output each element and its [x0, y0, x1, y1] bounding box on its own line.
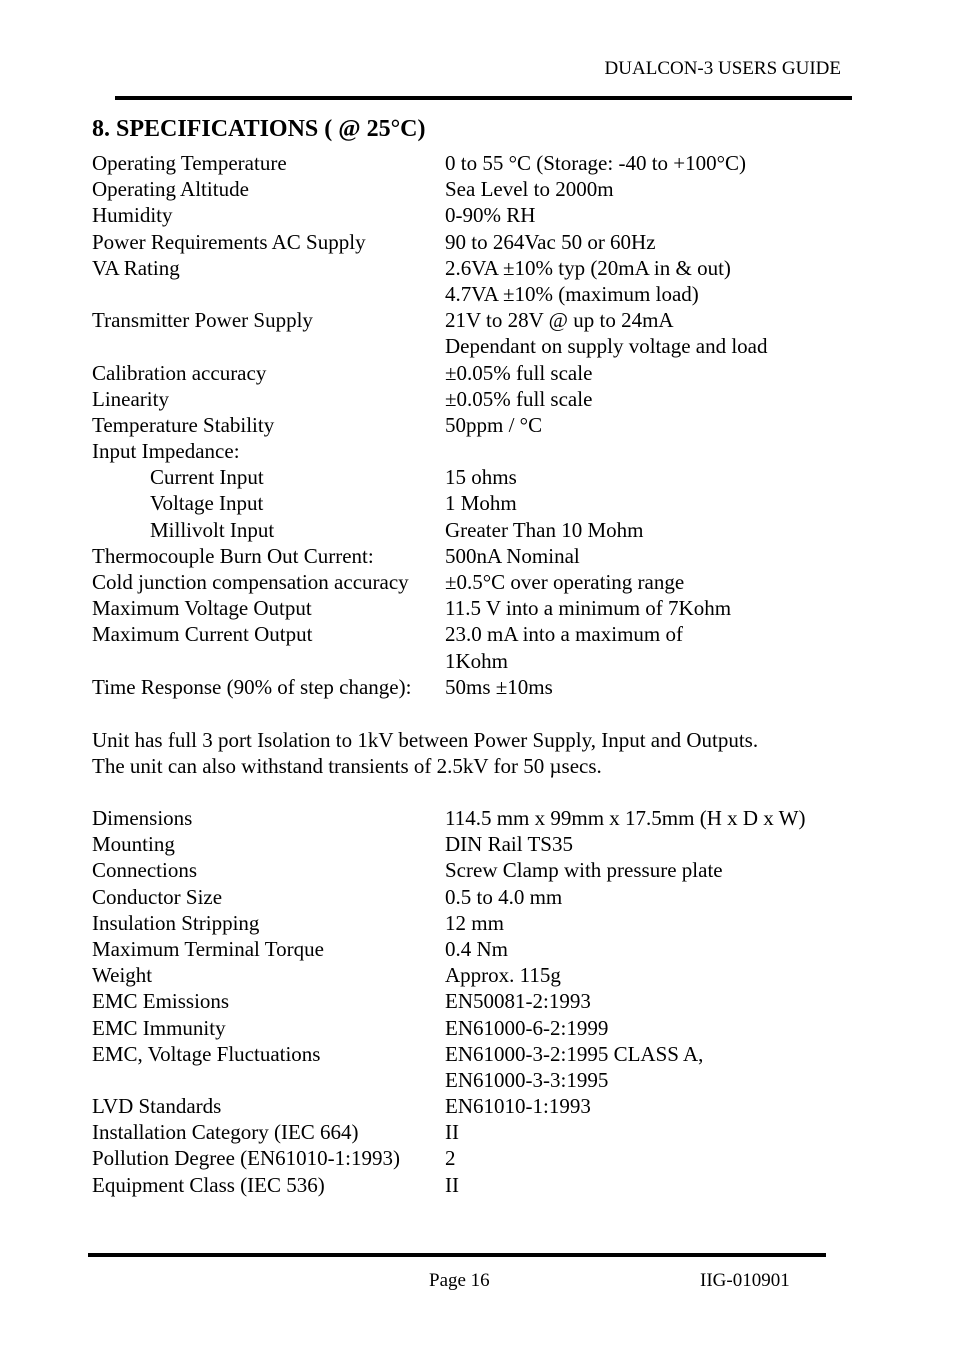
spec-label: Temperature Stability [92, 412, 275, 437]
spec-label: Voltage Input [150, 491, 264, 516]
spec-label [92, 1067, 445, 1093]
spec-row [92, 831, 872, 857]
spec-label: Power Requirements AC Supply [92, 229, 366, 254]
spec-label: Weight [92, 963, 153, 988]
spec-label: Maximum Voltage Output [92, 596, 312, 621]
isolation-line: Unit has full 3 port Isolation to 1kV between Power Supply, Input and Outputs. [92, 728, 759, 752]
spec-label: Time Response (90% of step change): [92, 674, 412, 699]
header-rule [115, 96, 852, 100]
spec-row [92, 307, 872, 333]
spec-value: II [445, 1120, 459, 1145]
spec-label: Calibration accuracy [92, 360, 267, 385]
spec-label: Conductor Size [92, 884, 223, 909]
spec-value: 0.4 Nm [445, 936, 508, 961]
spec-label: Dimensions [92, 806, 193, 830]
spec-value: 4.7VA ±10% (maximum load) [445, 281, 699, 306]
spec-value: Sea Level to 2000m [445, 177, 614, 202]
spec-row [92, 569, 872, 595]
spec-label: Mounting [92, 832, 175, 857]
spec-label: Maximum Current Output [92, 622, 313, 647]
spec-label: Humidity [92, 203, 173, 228]
spec-row [92, 1015, 872, 1041]
spec-value: 50ppm / °C [445, 412, 543, 437]
spec-label: Cold junction compensation accuracy [92, 570, 409, 594]
spec-row [92, 857, 872, 883]
spec-label [92, 281, 445, 307]
spec-label: Transmitter Power Supply [92, 308, 313, 333]
footer-rule [88, 1253, 826, 1257]
spec-row [92, 1041, 872, 1067]
spec-row [92, 360, 872, 386]
spec-value: 15 ohms [445, 465, 517, 490]
spec-row [92, 438, 872, 464]
spec-row [92, 988, 872, 1014]
spec-row [92, 621, 872, 647]
spec-value: EN61000-3-3:1995 [445, 1067, 609, 1092]
spec-value: 114.5 mm x 99mm x 17.5mm (H x D x W) [445, 806, 806, 830]
spec-label: Pollution Degree (EN61010-1:1993) [92, 1146, 400, 1171]
spec-label: Linearity [92, 386, 169, 411]
spec-value: 1Kohm [445, 648, 508, 673]
spec-row [92, 1067, 872, 1093]
spec-row [92, 805, 872, 831]
spec-row [92, 1172, 872, 1198]
spec-label: Millivolt Input [150, 517, 275, 542]
spec-row [92, 910, 872, 936]
spec-label: EMC Emissions [92, 989, 230, 1014]
spec-value: 21V to 28V @ up to 24mA [445, 308, 674, 333]
spec-label: Equipment Class (IEC 536) [92, 1172, 325, 1197]
spec-value: 1 Mohm [445, 491, 517, 516]
specifications-table-electrical [92, 150, 872, 700]
spec-value: Greater Than 10 Mohm [445, 517, 644, 542]
spec-row [92, 333, 872, 359]
spec-value: Screw Clamp with pressure plate [445, 858, 723, 883]
isolation-line: The unit can also withstand transients of 2.5kV for 50 µsecs. [92, 754, 602, 779]
document-header-title: DUALCON-3 USERS GUIDE [604, 58, 841, 79]
spec-row [92, 648, 872, 674]
spec-row [92, 962, 872, 988]
spec-row [92, 150, 872, 176]
spec-row [92, 517, 872, 543]
spec-value: EN61010-1:1993 [445, 1094, 591, 1119]
spec-value: 23.0 mA into a maximum of [445, 622, 683, 647]
spec-value: 11.5 V into a minimum of 7Kohm [445, 596, 732, 621]
spec-row [92, 176, 872, 202]
spec-value: 2 [445, 1146, 456, 1171]
spec-row [92, 1119, 872, 1145]
spec-row [92, 543, 872, 569]
page-number: Page 16 [429, 1270, 490, 1291]
spec-row [92, 386, 872, 412]
spec-label: EMC, Voltage Fluctuations [92, 1041, 321, 1066]
spec-row [92, 674, 872, 700]
spec-label: Operating Temperature [92, 151, 287, 175]
spec-label: Input Impedance: [92, 439, 240, 464]
spec-value: 500nA Nominal [445, 543, 580, 568]
spec-row [92, 202, 872, 228]
spec-row [92, 595, 872, 621]
spec-label: Current Input [150, 465, 264, 490]
spec-value: 90 to 264Vac 50 or 60Hz [445, 229, 656, 254]
spec-label: Operating Altitude [92, 177, 249, 202]
spec-value: 50ms ±10ms [445, 674, 553, 699]
spec-value: Dependant on supply voltage and load [445, 334, 768, 359]
spec-row [92, 229, 872, 255]
isolation-paragraph [92, 727, 758, 779]
spec-row [92, 255, 872, 281]
spec-row [92, 1093, 872, 1119]
spec-row [92, 490, 872, 516]
spec-value: ±0.05% full scale [445, 360, 593, 385]
spec-label: VA Rating [92, 255, 180, 280]
spec-value: 0 to 55 °C (Storage: -40 to +100°C) [445, 151, 747, 175]
spec-row [92, 412, 872, 438]
spec-value: 12 mm [445, 910, 504, 935]
specifications-table-mechanical [92, 805, 872, 1198]
spec-label: Insulation Stripping [92, 910, 260, 935]
spec-label: Thermocouple Burn Out Current: [92, 543, 374, 568]
spec-value: EN50081-2:1993 [445, 989, 591, 1014]
document-id: IIG-010901 [700, 1270, 790, 1291]
spec-value: EN61000-6-2:1999 [445, 1015, 609, 1040]
spec-value: Approx. 115g [445, 963, 561, 988]
spec-label [92, 648, 445, 674]
spec-value: 2.6VA ±10% typ (20mA in & out) [445, 255, 731, 280]
spec-value: 0-90% RH [445, 203, 536, 228]
spec-value: ±0.5°C over operating range [445, 570, 685, 594]
spec-label: LVD Standards [92, 1094, 222, 1119]
spec-value [445, 438, 872, 464]
spec-value: ±0.05% full scale [445, 386, 593, 411]
section-title: 8. SPECIFICATIONS ( @ 25°C) [92, 116, 426, 142]
spec-value: EN61000-3-2:1995 CLASS A, [445, 1041, 704, 1066]
spec-row [92, 884, 872, 910]
spec-label: Installation Category (IEC 664) [92, 1120, 359, 1145]
spec-row [92, 1145, 872, 1171]
spec-label: EMC Immunity [92, 1015, 226, 1040]
spec-label [92, 333, 445, 359]
spec-value: DIN Rail TS35 [445, 832, 573, 857]
spec-row [92, 464, 872, 490]
spec-value: II [445, 1172, 459, 1197]
spec-label: Maximum Terminal Torque [92, 936, 324, 961]
spec-value: 0.5 to 4.0 mm [445, 884, 563, 909]
spec-label: Connections [92, 858, 197, 883]
spec-row [92, 281, 872, 307]
spec-row [92, 936, 872, 962]
